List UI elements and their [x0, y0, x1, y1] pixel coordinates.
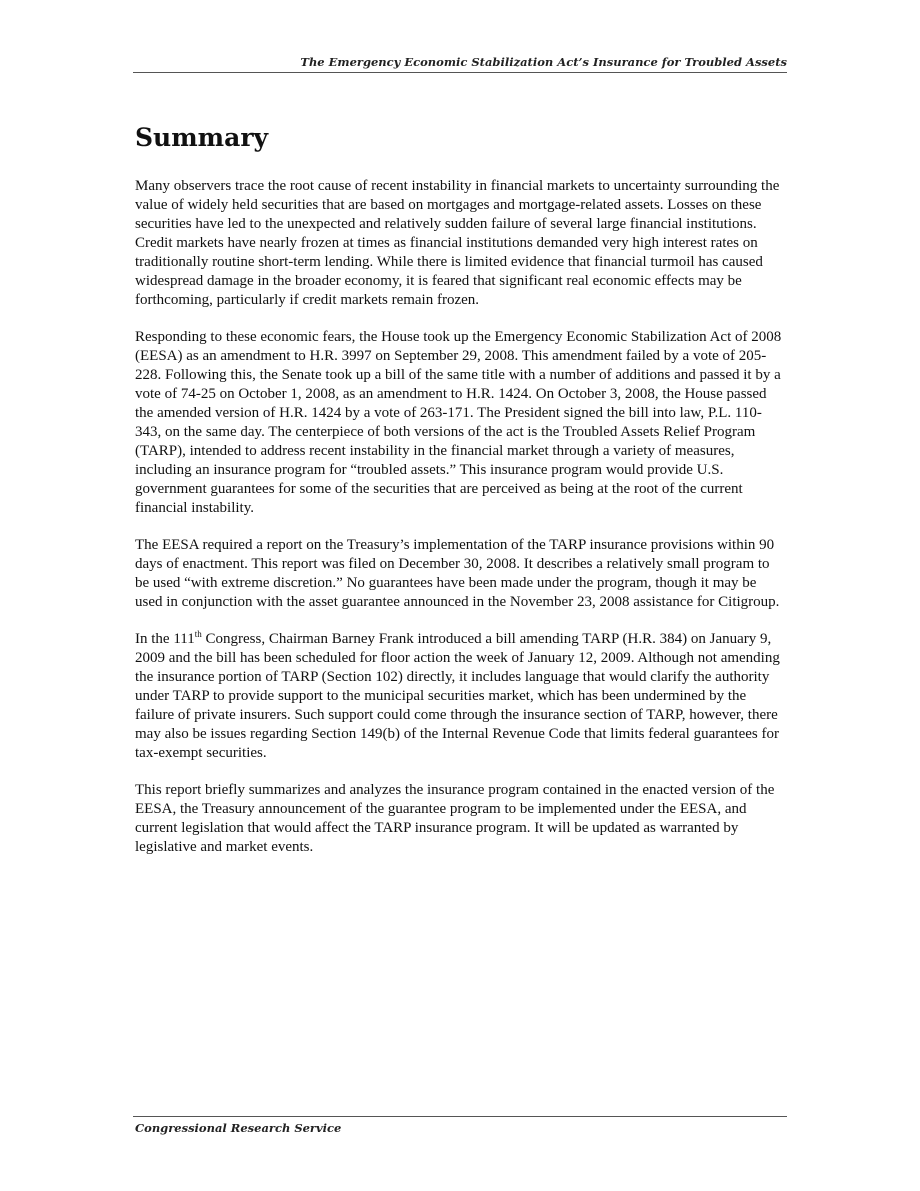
page-title: Summary	[135, 123, 269, 152]
footer-divider	[133, 1116, 787, 1117]
paragraph-4-lead: In the 111	[135, 631, 195, 647]
paragraph-2: Responding to these economic fears, the House took up the Emergency Economic Stabilization Act of 2008 (EESA) as an amendment to H.R. 3997 on September 29, 2008. This amendment failed by a vote of 205-228. Following this, the Senate took up a bill of the same title with a number of additions and passed it by a vote of 74-25 on October 1, 2008, as an amendment to H.R. 1424. On October 3, 2008, the House passed the amended version of H.R. 1424 by a vote of 263-171. The President signed the bill into law, P.L. 110-343, on the same day. The centerpiece of both versions of the act is the Troubled Assets Relief Program (TARP), intended to address recent instability in the financial market through a variety of measures, including an insurance program for “troubled assets.” This insurance program would provide U.S. government guarantees for some of the securities that are perceived as being at the root of the current financial instability.	[135, 329, 782, 516]
ordinal-superscript: th	[194, 629, 202, 639]
paragraph-3: The EESA required a report on the Treasury’s implementation of the TARP insurance provisions within 90 days of enactment. This report was filed on December 30, 2008. It describes a relatively small program to be used “with extreme discretion.” No guarantees have been made under the program, though it may be used in conjunction with the asset guarantee announced in the November 23, 2008 assistance for Citigroup.	[135, 537, 780, 610]
paragraph-4-rest: Congress, Chairman Barney Frank introduced a bill amending TARP (H.R. 384) on January 9, 2009 and the bill has been scheduled for floor action the week of January 12, 2009. Although not amending the insurance portion of TARP (Section 102) directly, it includes language that would clarify the authority under TARP to provide support to the municipal securities market, which has been undermined by the failure of private insurers. Such support could come through the insurance section of TARP, however, there may also be issues regarding Section 149(b) of the Internal Revenue Code that limits federal guarantees for tax-exempt securities.	[135, 631, 780, 761]
footer-organization: Congressional Research Service	[135, 1121, 342, 1135]
running-header-title: The Emergency Economic Stabilization Act’s Insurance for Troubled Assets	[300, 55, 787, 69]
summary-body	[135, 177, 785, 875]
paragraph-5: This report briefly summarizes and analyzes the insurance program contained in the enacted version of the EESA, the Treasury announcement of the guarantee program to be implemented under the EESA, and current legislation that would affect the TARP insurance program. It will be updated as warranted by legislative and market events.	[135, 782, 775, 855]
paragraph-4	[135, 630, 785, 763]
header-divider	[133, 72, 787, 73]
paragraph-1: Many observers trace the root cause of recent instability in financial markets to uncertainty surrounding the value of widely held securities that are based on mortgages and mortgage-related assets. Losses on these securities have led to the unexpected and relatively sudden failure of several large financial institutions. Credit markets have nearly frozen at times as financial institutions demanded very high interest rates on traditionally routine short-term lending. While there is limited evidence that financial turmoil has caused widespread damage in the broader economy, it is feared that significant real economic effects may be forthcoming, particularly if credit markets remain frozen.	[135, 178, 780, 308]
